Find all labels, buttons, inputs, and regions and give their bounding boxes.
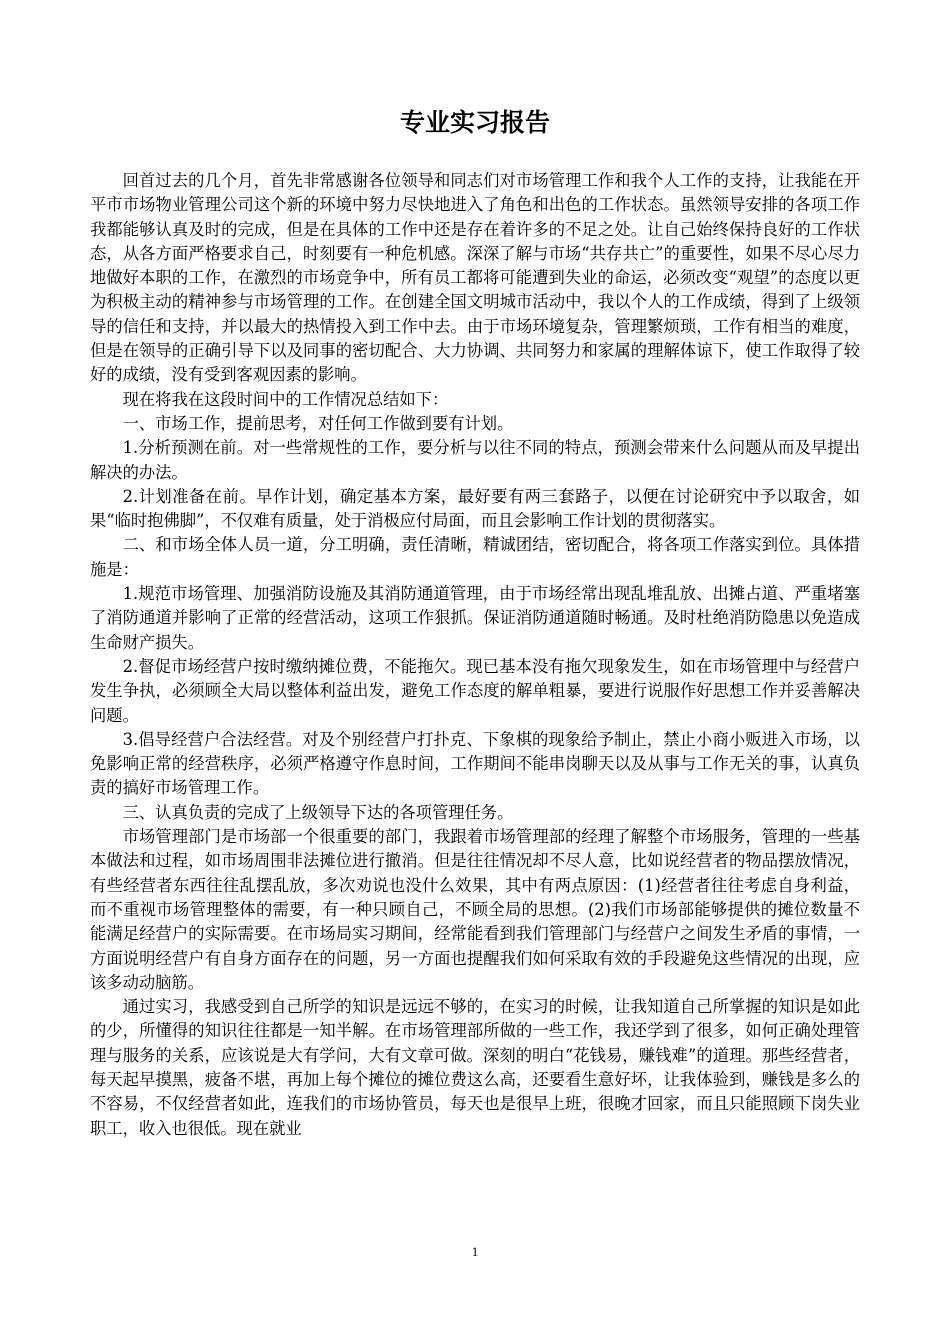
paragraph-section-3-body: 市场管理部门是市场部一个很重要的部门，我跟着市场管理部的经理了解整个市场服务，管理的一些基本做法和过程，如市场周围非法摊位进行撤消。但是往往情况却不尽人意，比如说经营者的物品摆放情况，有些经营者东西往往乱摆乱放，多次劝说也没什么效果，其中有两点原因：(1)经营者往往考虑自身利益，而不重视市场管理整体的需要，有一种只顾自己，不顾全局的思想。(2)我们市场部能够提供的摊位数量不能满足经营户的实际需要。在市场局实习期间，经常能看到我们管理部门与经营户之间发生矛盾的事情，一方面说明经营户有自身方面存在的问题，另一方面也提醒我们如何采取有效的手段避免这些情况的出现，应该多动动脑筋。 bbox=[90, 827, 860, 992]
section-heading-2: 二、和市场全体人员一道，分工明确，责任清晰，精诚团结，密切配合，将各项工作落实到位。具体措施是： bbox=[90, 535, 860, 579]
report-title: 专业实习报告 bbox=[399, 108, 550, 137]
paragraph-item-1-1: 1.分析预测在前。对一些常规性的工作，要分析与以往不同的特点，预测会带来什么问题从而及早提出解决的办法。 bbox=[90, 438, 860, 482]
paragraph-item-2-2: 2.督促市场经营户按时缴纳摊位费，不能拖欠。现已基本没有拖欠现象发生，如在市场管理中与经营户发生争执，必须顾全大局以整体利益出发，避免工作态度的解单粗暴，要进行说服作好思想工作并妥善解决问题。 bbox=[90, 656, 860, 725]
paragraph-summary-lead: 现在将我在这段时间中的工作情况总结如下： bbox=[122, 389, 449, 409]
page-number: 1 bbox=[471, 1244, 479, 1259]
section-heading-3: 三、认真负责的完成了上级领导下达的各项管理任务。 bbox=[122, 802, 514, 822]
paragraph-item-2-3: 3.倡导经营户合法经营。对及个别经营户打扑克、下象棋的现象给予制止，禁止小商小贩进入市场，以免影响正常的经营秩序，必须严格遵守作息时间，工作期间不能串岗聊天以及从事与工作无关的事，认真负责的搞好市场管理工作。 bbox=[90, 729, 860, 798]
report-body bbox=[90, 169, 860, 1141]
paragraph-reflection: 通过实习，我感受到自己所学的知识是远远不够的，在实习的时候，让我知道自己所掌握的知识是如此的少，所懂得的知识往往都是一知半解。在市场管理部所做的一些工作，我还学到了很多，如何正确处理管理与服务的关系，应该说是大有学问，大有文章可做。深刻的明白“花钱易，赚钱难”的道理。那些经营者，每天起早摸黑，疲备不堪，再加上每个摊位的摊位费这么高，还要看生意好坏，让我体验到，赚钱是多么的不容易，不仅经营者如此，连我们的市场协管员，每天也是很早上班，很晚才回家，而且只能照顾下岗失业职工，收入也很低。现在就业 bbox=[90, 997, 860, 1138]
section-heading-1: 一、市场工作，提前思考，对任何工作做到要有计划。 bbox=[122, 413, 514, 433]
paragraph-item-1-2: 2.计划准备在前。早作计划，确定基本方案，最好要有两三套路子，以便在讨论研究中予以取舍，如果“临时抱佛脚”，不仅难有质量，处于消极应付局面，而且会影响工作计划的贯彻落实。 bbox=[90, 486, 860, 531]
paragraph-item-2-1: 1.规范市场管理、加强消防设施及其消防通道管理，由于市场经常出现乱堆乱放、出摊占道、严重堵塞了消防通道并影响了正常的经营活动，这项工作狠抓。保证消防通道随时畅通。及时杜绝消防隐患以免造成生命财产损失。 bbox=[90, 584, 860, 652]
paragraph-intro: 回首过去的几个月，首先非常感谢各位领导和同志们对市场管理工作和我个人工作的支持，让我能在开平市市场物业管理公司这个新的环境中努力尽快地进入了角色和出色的工作状态。虽然领导安排的各项工作我都能够认真及时的完成，但是在具体的工作中还是存在着许多的不足之处。让自己始终保持良好的工作状态，从各方面严格要求自己，时刻要有一种危机感。深深了解与市场“共存共亡”的重要性，如果不尽心尽力地做好本职的工作，在激烈的市场竞争中，所有员工都将可能遭到失业的命运，必须改变“观望”的态度以更为积极主动的精神参与市场管理的工作。在创建全国文明城市活动中，我以个人的工作成绩，得到了上级领导的信任和支持，并以最大的热情投入到工作中去。由于市场环境复杂，管理繁烦琐，工作有相当的难度，但是在领导的正确引导下以及同事的密切配合、大力协调、共同努力和家属的理解体谅下，使工作取得了较好的成绩，没有受到客观因素的影响。 bbox=[90, 171, 860, 385]
